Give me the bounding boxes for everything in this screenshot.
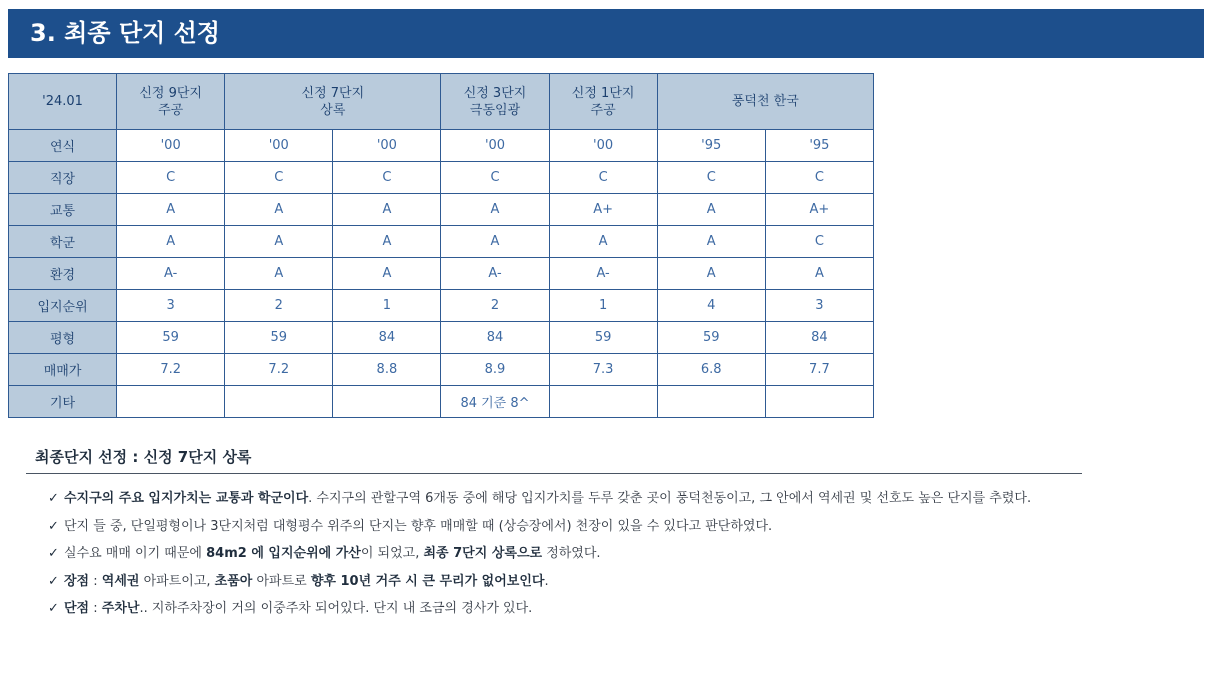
table-cell: C [765,226,873,258]
row-label: 교통 [9,194,117,226]
table-cell: A [225,258,333,290]
table-row [9,194,874,226]
table-cell: A [333,258,441,290]
table-cell: '00 [441,130,549,162]
table-header-row [9,74,874,130]
table-cell: '95 [657,130,765,162]
table-cell [549,386,657,418]
table-cell: 7.7 [765,354,873,386]
table-cell: '00 [333,130,441,162]
table-cell: C [225,162,333,194]
table-cell: A [549,226,657,258]
table-cell: A- [549,258,657,290]
table-cell: C [441,162,549,194]
table-cell [333,386,441,418]
list-item: ✓ 수지구의 주요 입지가치는 교통과 학군이다. 수지구의 관할구역 6개동 중에 해당 입지가치를 두루 갖춘 곳이 풍덕천동이고, 그 안에서 역세권 및 선호도 높은 단지를 추렸다. [48,485,1082,513]
table-cell [657,386,765,418]
table-cell: 84 [333,322,441,354]
table-cell: '00 [117,130,225,162]
checkmark-icon: ✓ [48,518,59,534]
row-label: 입지순위 [9,290,117,322]
table-cell: 3 [765,290,873,322]
table-cell: C [657,162,765,194]
row-label: 기타 [9,386,117,418]
table-cell: C [549,162,657,194]
table-cell: A [333,226,441,258]
page-title: 3. 최종 단지 선정 [8,9,1204,58]
table-cell: C [765,162,873,194]
table-cell: A [765,258,873,290]
table-cell: A [117,194,225,226]
table-row [9,322,874,354]
summary-list [26,485,1082,623]
row-label: 학군 [9,226,117,258]
table-row [9,130,874,162]
checkmark-icon: ✓ [48,601,59,616]
row-label: 매매가 [9,354,117,386]
table-row [9,162,874,194]
table-cell: 59 [549,322,657,354]
table-row [9,258,874,290]
table-cell: '00 [225,130,333,162]
table-cell: A+ [549,194,657,226]
table-cell: 1 [549,290,657,322]
header-sinjeong-7: 신정 7단지 상록 [225,74,441,130]
table-cell: 84 기준 8^ [441,386,549,418]
table-cell: '95 [765,130,873,162]
table-cell: A [225,194,333,226]
checkmark-icon: ✓ [48,491,59,506]
summary-section [26,446,1082,623]
table-cell [225,386,333,418]
table-cell: 59 [657,322,765,354]
table-cell: A- [117,258,225,290]
table-cell: 8.8 [333,354,441,386]
list-item: ✓ 단지 들 중, 단일평형이나 3단지처럼 대형평수 위주의 단지는 향후 매매할 때 (상승장에서) 천장이 있을 수 있다고 판단하였다. [48,513,1082,541]
header-sinjeong-3: 신정 3단지 극동임광 [441,74,549,130]
summary-title: 최종단지 선정 : 신정 7단지 상록 [26,446,1082,474]
table-cell: 7.2 [225,354,333,386]
table-cell: A [657,226,765,258]
table-cell: '00 [549,130,657,162]
table-cell: A [441,194,549,226]
table-cell: A [333,194,441,226]
row-label: 환경 [9,258,117,290]
table-cell: A [657,258,765,290]
table-cell: 59 [117,322,225,354]
table-cell: 7.3 [549,354,657,386]
header-pungdeokcheon: 풍덕천 한국 [657,74,873,130]
table-cell: C [117,162,225,194]
table-cell: 84 [441,322,549,354]
table-row [9,386,874,418]
table-cell [117,386,225,418]
table-cell: 4 [657,290,765,322]
table-cell: 3 [117,290,225,322]
checkmark-icon: ✓ [48,546,59,561]
table-cell: A- [441,258,549,290]
table-row [9,354,874,386]
table-cell: A [657,194,765,226]
table-cell: 8.9 [441,354,549,386]
header-sinjeong-1: 신정 1단지 주공 [549,74,657,130]
header-sinjeong-9: 신정 9단지 주공 [117,74,225,130]
table-cell: A [117,226,225,258]
table-cell: A+ [765,194,873,226]
list-item: ✓ 장점 : 역세권 아파트이고, 초품아 아파트로 향후 10년 거주 시 큰 무리가 없어보인다. [48,568,1082,596]
table-cell: 6.8 [657,354,765,386]
table-row [9,226,874,258]
comparison-table [8,73,874,418]
table-cell: 2 [225,290,333,322]
table-cell: 84 [765,322,873,354]
header-date: '24.01 [9,74,117,130]
table-cell: C [333,162,441,194]
table-cell: A [441,226,549,258]
row-label: 평형 [9,322,117,354]
list-item: ✓ 단점 : 주차난.. 지하주차장이 거의 이중주차 되어있다. 단지 내 조금의 경사가 있다. [48,595,1082,623]
list-item: ✓ 실수요 매매 이기 때문에 84m2 에 입지순위에 가산이 되었고, 최종 7단지 상록으로 정하였다. [48,540,1082,568]
table-row [9,290,874,322]
table-cell: 1 [333,290,441,322]
row-label: 직장 [9,162,117,194]
table-cell: 59 [225,322,333,354]
table-cell: A [225,226,333,258]
table-cell: 7.2 [117,354,225,386]
checkmark-icon: ✓ [48,573,59,589]
table-cell: 2 [441,290,549,322]
table-cell [765,386,873,418]
row-label: 연식 [9,130,117,162]
